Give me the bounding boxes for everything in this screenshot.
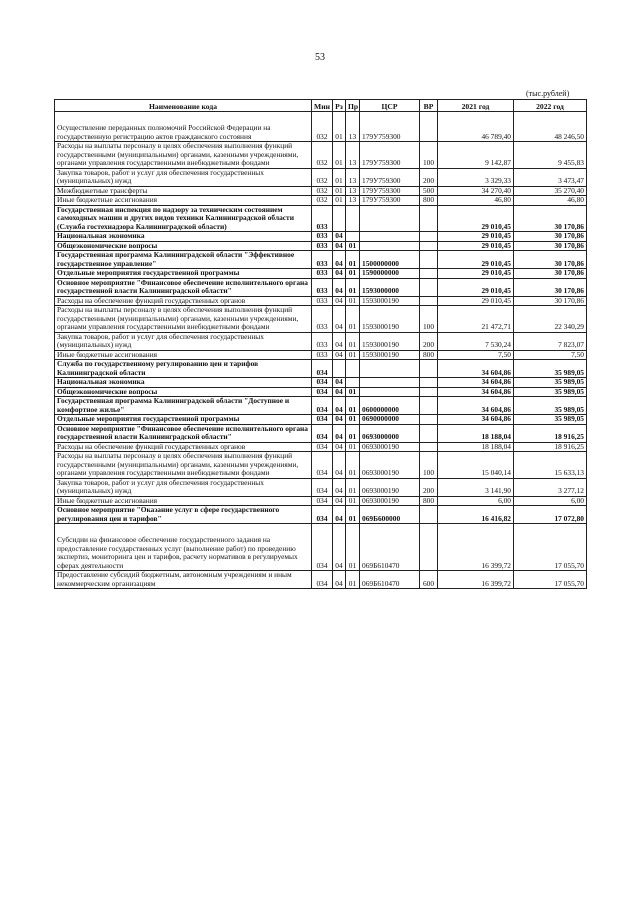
cell-ministry: 034 <box>312 524 333 571</box>
cell-expense-type: 100 <box>420 452 438 479</box>
cell-target-article: 1593000190 <box>360 296 420 306</box>
cell-year-2021: 29 010,45 <box>438 205 514 232</box>
cell-ministry: 033 <box>312 241 333 251</box>
cell-expense-type <box>420 424 438 442</box>
cell-subsection: 01 <box>346 397 360 415</box>
cell-section: 04 <box>333 442 346 452</box>
cell-section: 04 <box>333 232 346 242</box>
cell-year-2021: 18 188,04 <box>438 424 514 442</box>
cell-year-2021: 6,00 <box>438 496 514 506</box>
cell-section: 04 <box>333 571 346 589</box>
cell-year-2021: 29 010,45 <box>438 278 514 296</box>
cell-ministry: 034 <box>312 424 333 442</box>
cell-ministry: 034 <box>312 506 333 524</box>
cell-subsection: 01 <box>346 452 360 479</box>
cell-year-2021: 34 604,86 <box>438 387 514 397</box>
cell-expense-type <box>420 296 438 306</box>
cell-subsection: 01 <box>346 251 360 269</box>
header-subsection: Пр <box>346 100 360 112</box>
cell-target-article: 0693000190 <box>360 452 420 479</box>
cell-year-2022: 7 823,07 <box>514 332 587 350</box>
table-row <box>55 478 587 496</box>
cell-target-article: 1593000000 <box>360 278 420 296</box>
cell-expense-type <box>420 506 438 524</box>
cell-section: 04 <box>333 296 346 306</box>
cell-year-2022: 9 455,83 <box>514 142 587 169</box>
cell-ministry: 034 <box>312 571 333 589</box>
page-number: 53 <box>315 52 325 63</box>
cell-ministry: 034 <box>312 496 333 506</box>
cell-subsection: 01 <box>346 506 360 524</box>
cell-section <box>333 205 346 232</box>
header-expense-type: ВР <box>420 100 438 112</box>
cell-subsection: 01 <box>346 387 360 397</box>
cell-subsection: 01 <box>346 332 360 350</box>
cell-expense-type <box>420 232 438 242</box>
cell-section: 04 <box>333 496 346 506</box>
cell-name: Предоставление субсидий бюджетным, автономным учреждениям и иным некоммерческим организациям <box>55 571 312 589</box>
cell-year-2021: 34 604,86 <box>438 378 514 388</box>
table-row <box>55 378 587 388</box>
cell-year-2022: 46,80 <box>514 196 587 206</box>
cell-target-article: 0693000190 <box>360 478 420 496</box>
header-year-2022: 2022 год <box>514 100 587 112</box>
cell-subsection: 01 <box>346 306 360 333</box>
cell-year-2021: 9 142,87 <box>438 142 514 169</box>
cell-year-2022: 30 170,86 <box>514 269 587 279</box>
cell-year-2022: 30 170,86 <box>514 232 587 242</box>
cell-section: 04 <box>333 506 346 524</box>
cell-year-2022: 30 170,86 <box>514 278 587 296</box>
cell-year-2021: 16 416,82 <box>438 506 514 524</box>
cell-year-2022: 17 055,70 <box>514 524 587 571</box>
cell-section: 04 <box>333 378 346 388</box>
cell-ministry: 033 <box>312 350 333 360</box>
cell-ministry: 033 <box>312 269 333 279</box>
table-row <box>55 387 587 397</box>
cell-target-article <box>360 360 420 378</box>
table-row <box>55 571 587 589</box>
table-row <box>55 452 587 479</box>
cell-target-article <box>360 387 420 397</box>
cell-name: Расходы на выплаты персоналу в целях обеспечения выполнения функций государственными (муниципальными) органами, казенными учреждениями, органами управления государственными внебюджетными фондами <box>55 452 312 479</box>
cell-ministry: 034 <box>312 397 333 415</box>
cell-expense-type <box>420 112 438 142</box>
cell-year-2021: 7,50 <box>438 350 514 360</box>
cell-section: 04 <box>333 350 346 360</box>
cell-subsection: 01 <box>346 278 360 296</box>
cell-year-2022: 35 270,40 <box>514 186 587 196</box>
cell-expense-type <box>420 524 438 571</box>
header-name: Наименование кода <box>55 100 312 112</box>
cell-name: Расходы на обеспечение функций государственных органов <box>55 296 312 306</box>
cell-subsection: 13 <box>346 196 360 206</box>
cell-subsection: 01 <box>346 269 360 279</box>
table-row <box>55 241 587 251</box>
table-row <box>55 424 587 442</box>
cell-name: Иные бюджетные ассигнования <box>55 496 312 506</box>
cell-target-article: 069Б610470 <box>360 571 420 589</box>
cell-target-article: 1593000190 <box>360 306 420 333</box>
cell-year-2021: 3 141,90 <box>438 478 514 496</box>
cell-section: 04 <box>333 332 346 350</box>
cell-name: Служба по государственному регулированию цен и тарифов Калининградской области <box>55 360 312 378</box>
cell-subsection: 13 <box>346 186 360 196</box>
table-row <box>55 506 587 524</box>
cell-expense-type <box>420 278 438 296</box>
cell-target-article <box>360 205 420 232</box>
cell-year-2021: 3 329,33 <box>438 168 514 186</box>
cell-section: 01 <box>333 142 346 169</box>
cell-name: Государственная инспекция по надзору за техническим состоянием самоходных машин и других видов техники Калининградской области (Служба гостехнадзора Калининградской области) <box>55 205 312 232</box>
cell-year-2022: 30 170,86 <box>514 205 587 232</box>
cell-section: 01 <box>333 186 346 196</box>
table-row <box>55 251 587 269</box>
cell-ministry: 034 <box>312 478 333 496</box>
table-row <box>55 112 587 142</box>
table-row <box>55 306 587 333</box>
cell-section: 04 <box>333 269 346 279</box>
cell-expense-type <box>420 387 438 397</box>
cell-ministry: 033 <box>312 332 333 350</box>
cell-target-article: 0693000190 <box>360 496 420 506</box>
cell-ministry: 033 <box>312 251 333 269</box>
cell-target-article <box>360 232 420 242</box>
header-target-article: ЦСР <box>360 100 420 112</box>
cell-year-2021: 34 604,86 <box>438 415 514 425</box>
budget-table <box>54 99 587 589</box>
cell-ministry: 034 <box>312 360 333 378</box>
cell-target-article: 0693000000 <box>360 424 420 442</box>
table-row <box>55 524 587 571</box>
cell-expense-type <box>420 360 438 378</box>
cell-name: Закупка товаров, работ и услуг для обеспечения государственных (муниципальных) нужд <box>55 478 312 496</box>
cell-subsection: 01 <box>346 424 360 442</box>
header-ministry: Мин <box>312 100 333 112</box>
cell-year-2022: 17 072,80 <box>514 506 587 524</box>
cell-target-article <box>360 241 420 251</box>
cell-year-2022: 15 633,13 <box>514 452 587 479</box>
cell-section: 04 <box>333 478 346 496</box>
cell-section: 04 <box>333 387 346 397</box>
cell-ministry: 034 <box>312 442 333 452</box>
cell-ministry: 032 <box>312 186 333 196</box>
cell-name: Расходы на выплаты персоналу в целях обеспечения выполнения функций государственными (муниципальными) органами, казенными учреждениями, органами управления государственными внебюджетными фондами <box>55 142 312 169</box>
table-row <box>55 397 587 415</box>
table-row <box>55 350 587 360</box>
cell-name: Расходы на обеспечение функций государственных органов <box>55 442 312 452</box>
cell-year-2021: 15 040,14 <box>438 452 514 479</box>
cell-year-2022: 6,00 <box>514 496 587 506</box>
cell-ministry: 034 <box>312 378 333 388</box>
cell-target-article: 069Б610470 <box>360 524 420 571</box>
header-section: Рз <box>333 100 346 112</box>
cell-name: Отдельные мероприятия государственной программы <box>55 415 312 425</box>
cell-ministry: 033 <box>312 205 333 232</box>
table-row <box>55 496 587 506</box>
cell-subsection: 01 <box>346 571 360 589</box>
cell-section <box>333 360 346 378</box>
cell-ministry: 033 <box>312 232 333 242</box>
cell-target-article: 0693000190 <box>360 442 420 452</box>
table-row <box>55 278 587 296</box>
cell-year-2022: 18 916,25 <box>514 442 587 452</box>
cell-subsection: 13 <box>346 112 360 142</box>
cell-year-2022: 30 170,86 <box>514 251 587 269</box>
cell-expense-type <box>420 269 438 279</box>
cell-name: Национальная экономика <box>55 378 312 388</box>
cell-year-2022: 17 055,70 <box>514 571 587 589</box>
cell-section: 01 <box>333 196 346 206</box>
cell-expense-type: 100 <box>420 306 438 333</box>
cell-name: Национальная экономика <box>55 232 312 242</box>
cell-name: Отдельные мероприятия государственной программы <box>55 269 312 279</box>
cell-subsection: 01 <box>346 296 360 306</box>
cell-expense-type: 200 <box>420 332 438 350</box>
cell-year-2021: 16 399,72 <box>438 571 514 589</box>
table-header-row <box>55 100 587 112</box>
cell-ministry: 032 <box>312 112 333 142</box>
cell-section: 01 <box>333 168 346 186</box>
cell-name: Закупка товаров, работ и услуг для обеспечения государственных (муниципальных) нужд <box>55 332 312 350</box>
table-row <box>55 196 587 206</box>
cell-name: Государственная программа Калининградской области "Доступное и комфортное жилье" <box>55 397 312 415</box>
cell-subsection: 01 <box>346 350 360 360</box>
cell-expense-type <box>420 415 438 425</box>
cell-year-2021: 29 010,45 <box>438 296 514 306</box>
cell-year-2022: 3 473,47 <box>514 168 587 186</box>
cell-year-2022: 22 340,29 <box>514 306 587 333</box>
table-row <box>55 232 587 242</box>
cell-expense-type: 200 <box>420 478 438 496</box>
cell-section: 04 <box>333 397 346 415</box>
cell-section: 04 <box>333 306 346 333</box>
cell-target-article: 179У759300 <box>360 168 420 186</box>
cell-ministry: 033 <box>312 278 333 296</box>
cell-ministry: 033 <box>312 296 333 306</box>
unit-note: (тыс.рублей) <box>526 89 570 98</box>
cell-year-2022: 35 989,05 <box>514 397 587 415</box>
cell-name: Иные бюджетные ассигнования <box>55 196 312 206</box>
cell-expense-type: 100 <box>420 142 438 169</box>
cell-target-article: 1593000190 <box>360 332 420 350</box>
cell-target-article: 179У759300 <box>360 196 420 206</box>
cell-expense-type <box>420 378 438 388</box>
cell-target-article: 1590000000 <box>360 269 420 279</box>
cell-target-article: 0690000000 <box>360 415 420 425</box>
cell-ministry: 032 <box>312 168 333 186</box>
cell-subsection <box>346 378 360 388</box>
cell-year-2021: 46,80 <box>438 196 514 206</box>
cell-ministry: 033 <box>312 306 333 333</box>
cell-year-2022: 3 277,12 <box>514 478 587 496</box>
cell-section: 04 <box>333 524 346 571</box>
cell-year-2022: 35 989,05 <box>514 360 587 378</box>
cell-year-2022: 7,50 <box>514 350 587 360</box>
cell-section: 04 <box>333 278 346 296</box>
cell-year-2021: 29 010,45 <box>438 232 514 242</box>
cell-subsection: 01 <box>346 478 360 496</box>
cell-name: Субсидии на финансовое обеспечение государственного задания на предоставление государственных услуг (выполнение работ) по проведению экспертиз, мониторинга цен и тарифов, расчету нормативов в регулируемых сферах деятельности <box>55 524 312 571</box>
cell-expense-type <box>420 205 438 232</box>
cell-year-2022: 48 246,50 <box>514 112 587 142</box>
cell-subsection: 01 <box>346 496 360 506</box>
cell-ministry: 034 <box>312 452 333 479</box>
cell-name: Иные бюджетные ассигнования <box>55 350 312 360</box>
cell-year-2021: 29 010,45 <box>438 251 514 269</box>
header-year-2021: 2021 год <box>438 100 514 112</box>
cell-target-article: 179У759300 <box>360 112 420 142</box>
cell-name: Основное мероприятие "Финансовое обеспечение исполнительного органа государственной власти Калининградской области" <box>55 278 312 296</box>
cell-ministry: 034 <box>312 387 333 397</box>
cell-target-article: 179У759300 <box>360 142 420 169</box>
cell-name: Государственная программа Калининградской области "Эффективное государственное управление" <box>55 251 312 269</box>
cell-year-2021: 34 604,86 <box>438 360 514 378</box>
cell-ministry: 032 <box>312 196 333 206</box>
cell-target-article: 069Б600000 <box>360 506 420 524</box>
cell-expense-type <box>420 251 438 269</box>
cell-year-2021: 29 010,45 <box>438 241 514 251</box>
cell-year-2021: 16 399,72 <box>438 524 514 571</box>
cell-expense-type: 200 <box>420 168 438 186</box>
cell-name: Расходы на выплаты персоналу в целях обеспечения выполнения функций государственными (муниципальными) органами, казенными учреждениями, органами управления государственными внебюджетными фондами <box>55 306 312 333</box>
cell-target-article <box>360 378 420 388</box>
cell-ministry: 034 <box>312 415 333 425</box>
table-row <box>55 296 587 306</box>
cell-section: 04 <box>333 415 346 425</box>
cell-year-2022: 35 989,05 <box>514 378 587 388</box>
cell-section: 01 <box>333 112 346 142</box>
table-row <box>55 332 587 350</box>
cell-target-article: 0600000000 <box>360 397 420 415</box>
cell-year-2021: 34 270,40 <box>438 186 514 196</box>
cell-target-article: 1500000000 <box>360 251 420 269</box>
cell-subsection: 01 <box>346 241 360 251</box>
cell-year-2021: 46 789,40 <box>438 112 514 142</box>
cell-expense-type: 500 <box>420 186 438 196</box>
cell-year-2022: 30 170,86 <box>514 296 587 306</box>
cell-subsection: 01 <box>346 415 360 425</box>
cell-section: 04 <box>333 424 346 442</box>
table-row <box>55 269 587 279</box>
cell-expense-type: 600 <box>420 571 438 589</box>
cell-name: Межбюджетные трансферты <box>55 186 312 196</box>
cell-year-2022: 18 916,25 <box>514 424 587 442</box>
cell-subsection: 01 <box>346 442 360 452</box>
cell-year-2022: 35 989,05 <box>514 415 587 425</box>
cell-name: Общеэкономические вопросы <box>55 241 312 251</box>
table-row <box>55 415 587 425</box>
cell-ministry: 032 <box>312 142 333 169</box>
cell-year-2022: 30 170,86 <box>514 241 587 251</box>
cell-expense-type <box>420 241 438 251</box>
cell-expense-type <box>420 397 438 415</box>
cell-target-article: 1593000190 <box>360 350 420 360</box>
cell-subsection: 13 <box>346 168 360 186</box>
cell-year-2022: 35 989,05 <box>514 387 587 397</box>
cell-expense-type: 800 <box>420 496 438 506</box>
table-row <box>55 205 587 232</box>
cell-year-2021: 18 188,04 <box>438 442 514 452</box>
table-row <box>55 186 587 196</box>
cell-name: Основное мероприятие "Финансовое обеспечение исполнительного органа государственной власти Калининградской области" <box>55 424 312 442</box>
cell-name: Осуществление переданных полномочий Российской Федерации на государственную регистрацию актов гражданского состояния <box>55 112 312 142</box>
cell-subsection <box>346 232 360 242</box>
cell-name: Основное мероприятие "Оказание услуг в сфере государственного регулирования цен и тарифов" <box>55 506 312 524</box>
cell-name: Закупка товаров, работ и услуг для обеспечения государственных (муниципальных) нужд <box>55 168 312 186</box>
cell-year-2021: 29 010,45 <box>438 269 514 279</box>
table-row <box>55 360 587 378</box>
cell-subsection: 01 <box>346 524 360 571</box>
cell-section: 04 <box>333 251 346 269</box>
cell-section: 04 <box>333 452 346 479</box>
cell-year-2021: 21 472,71 <box>438 306 514 333</box>
cell-subsection <box>346 360 360 378</box>
cell-expense-type <box>420 442 438 452</box>
table-body <box>55 112 587 589</box>
table-row <box>55 142 587 169</box>
cell-expense-type: 800 <box>420 350 438 360</box>
cell-expense-type: 800 <box>420 196 438 206</box>
table-row <box>55 168 587 186</box>
table-row <box>55 442 587 452</box>
cell-section: 04 <box>333 241 346 251</box>
cell-year-2021: 34 604,86 <box>438 397 514 415</box>
cell-target-article: 179У759300 <box>360 186 420 196</box>
cell-name: Общеэкономические вопросы <box>55 387 312 397</box>
cell-subsection: 13 <box>346 142 360 169</box>
cell-year-2021: 7 530,24 <box>438 332 514 350</box>
cell-subsection <box>346 205 360 232</box>
